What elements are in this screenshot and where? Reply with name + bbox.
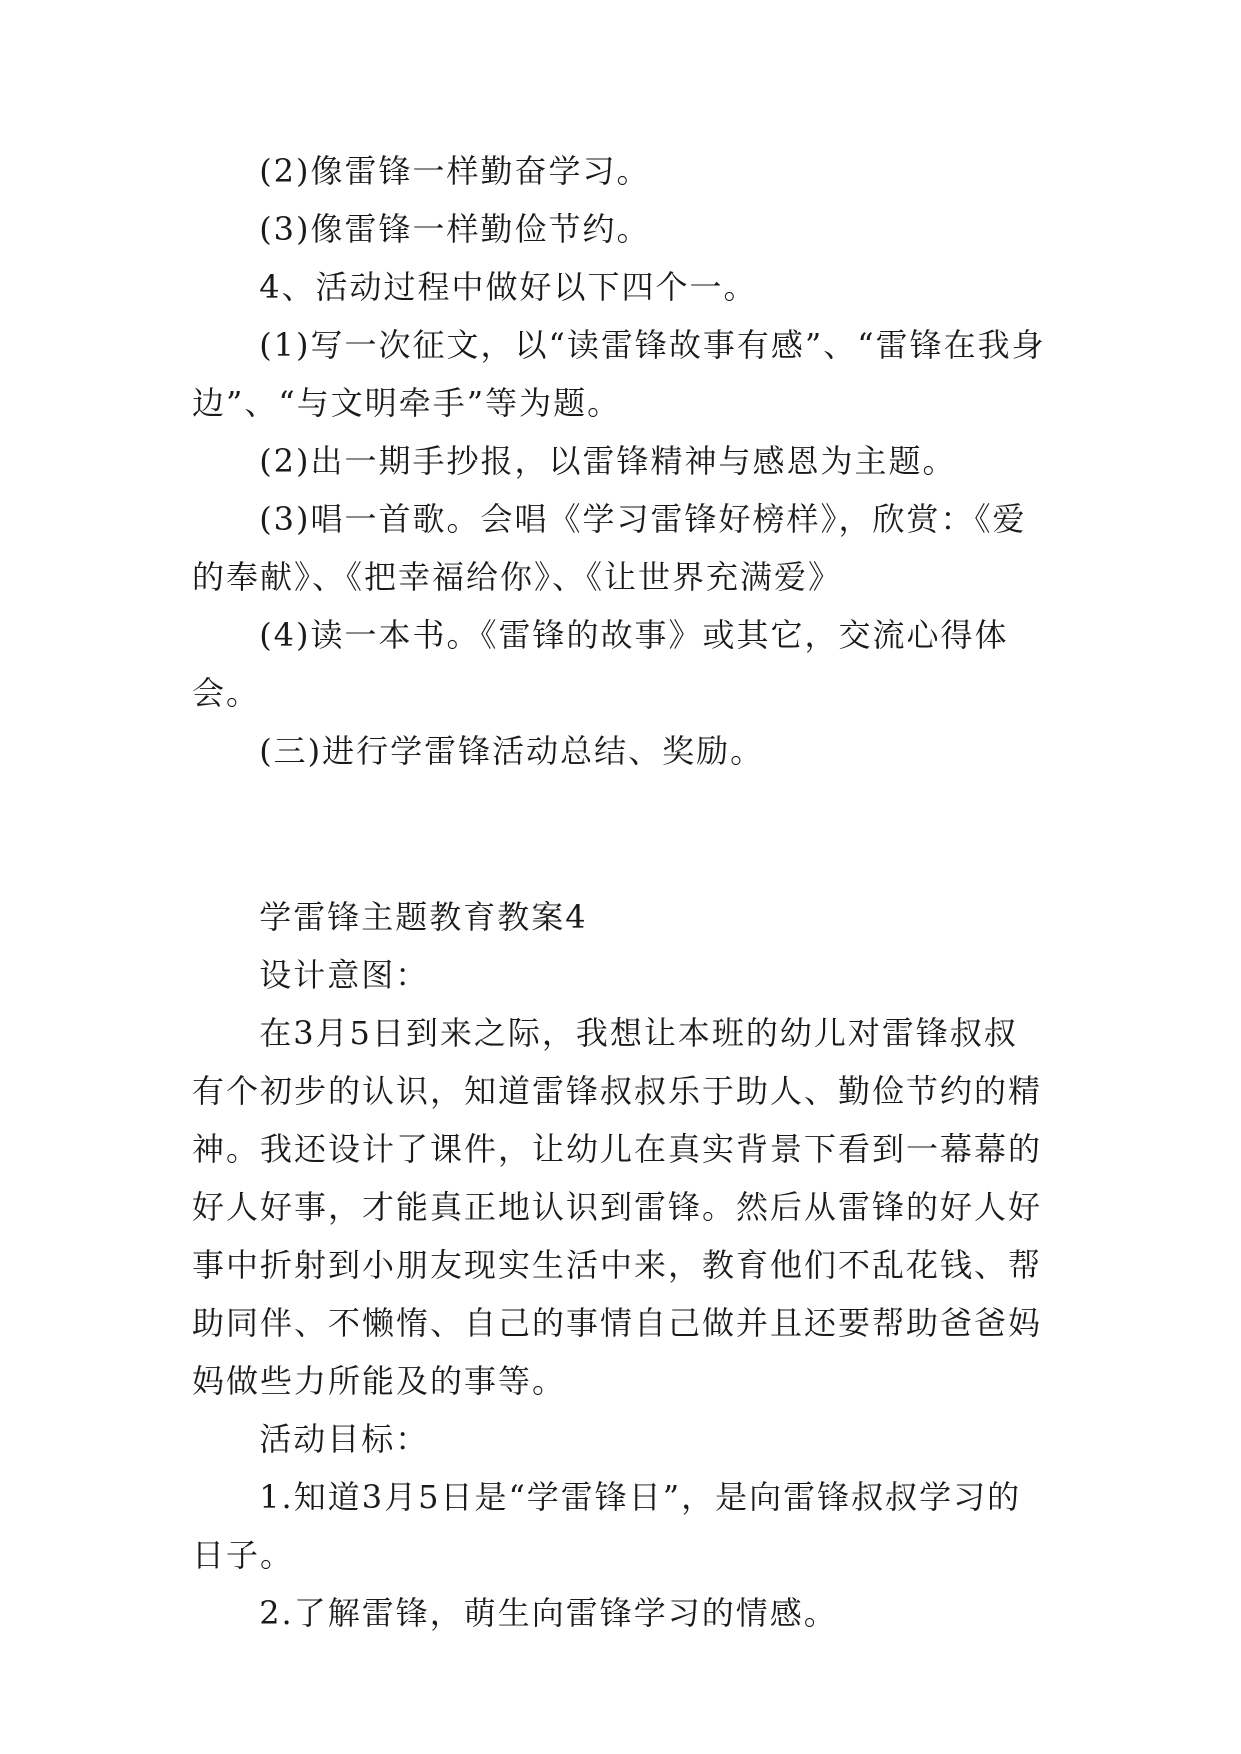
paragraph: (三)进行学雷锋活动总结、奖励。 [259,732,765,770]
paragraph: (4)读一本书。《雷锋的故事》或其它，交流心得体会。 [192,616,1009,712]
paragraph: 设计意图： [259,956,430,994]
paragraph: (2)像雷锋一样勤奋学习。 [259,152,651,190]
paragraph: 4、活动过程中做好以下四个一。 [259,268,758,306]
section-gap [192,780,1051,888]
section-heading: 学雷锋主题教育教案4 [259,898,588,936]
paragraph: 在3月5日到来之际，我想让本班的幼儿对雷锋叔叔有个初步的认识，知道雷锋叔叔乐于助人、勤俭节约的精神。我还设计了课件，让幼儿在真实背景下看到一幕幕的好人好事，才能真正地认识到雷锋。然后从雷锋的好人好事中折射到小朋友现实生活中来，教育他们不乱花钱、帮助同伴、不懒惰、自己的事情自己做并且还要帮助爸爸妈妈做些力所能及的事等。 [192,1014,1043,1400]
paragraph: 1.知道3月5日是“学雷锋日”，是向雷锋叔叔学习的日子。 [192,1478,1022,1574]
paragraph: (3)唱一首歌。会唱《学习雷锋好榜样》，欣赏：《爱的奉献》、《把幸福给你》、《让世界充满爱》 [192,500,1027,596]
paragraph: (3)像雷锋一样勤俭节约。 [259,210,651,248]
paragraph: 2.了解雷锋，萌生向雷锋学习的情感。 [259,1594,838,1632]
section-activity-steps [192,142,1051,780]
paragraph: 活动目标： [259,1420,430,1458]
section-lesson-plan-4 [192,888,1051,1642]
paragraph: (2)出一期手抄报，以雷锋精神与感恩为主题。 [259,442,957,480]
paragraph: (1)写一次征文，以“读雷锋故事有感”、“雷锋在我身边”、“与文明牵手”等为题。 [192,326,1046,422]
